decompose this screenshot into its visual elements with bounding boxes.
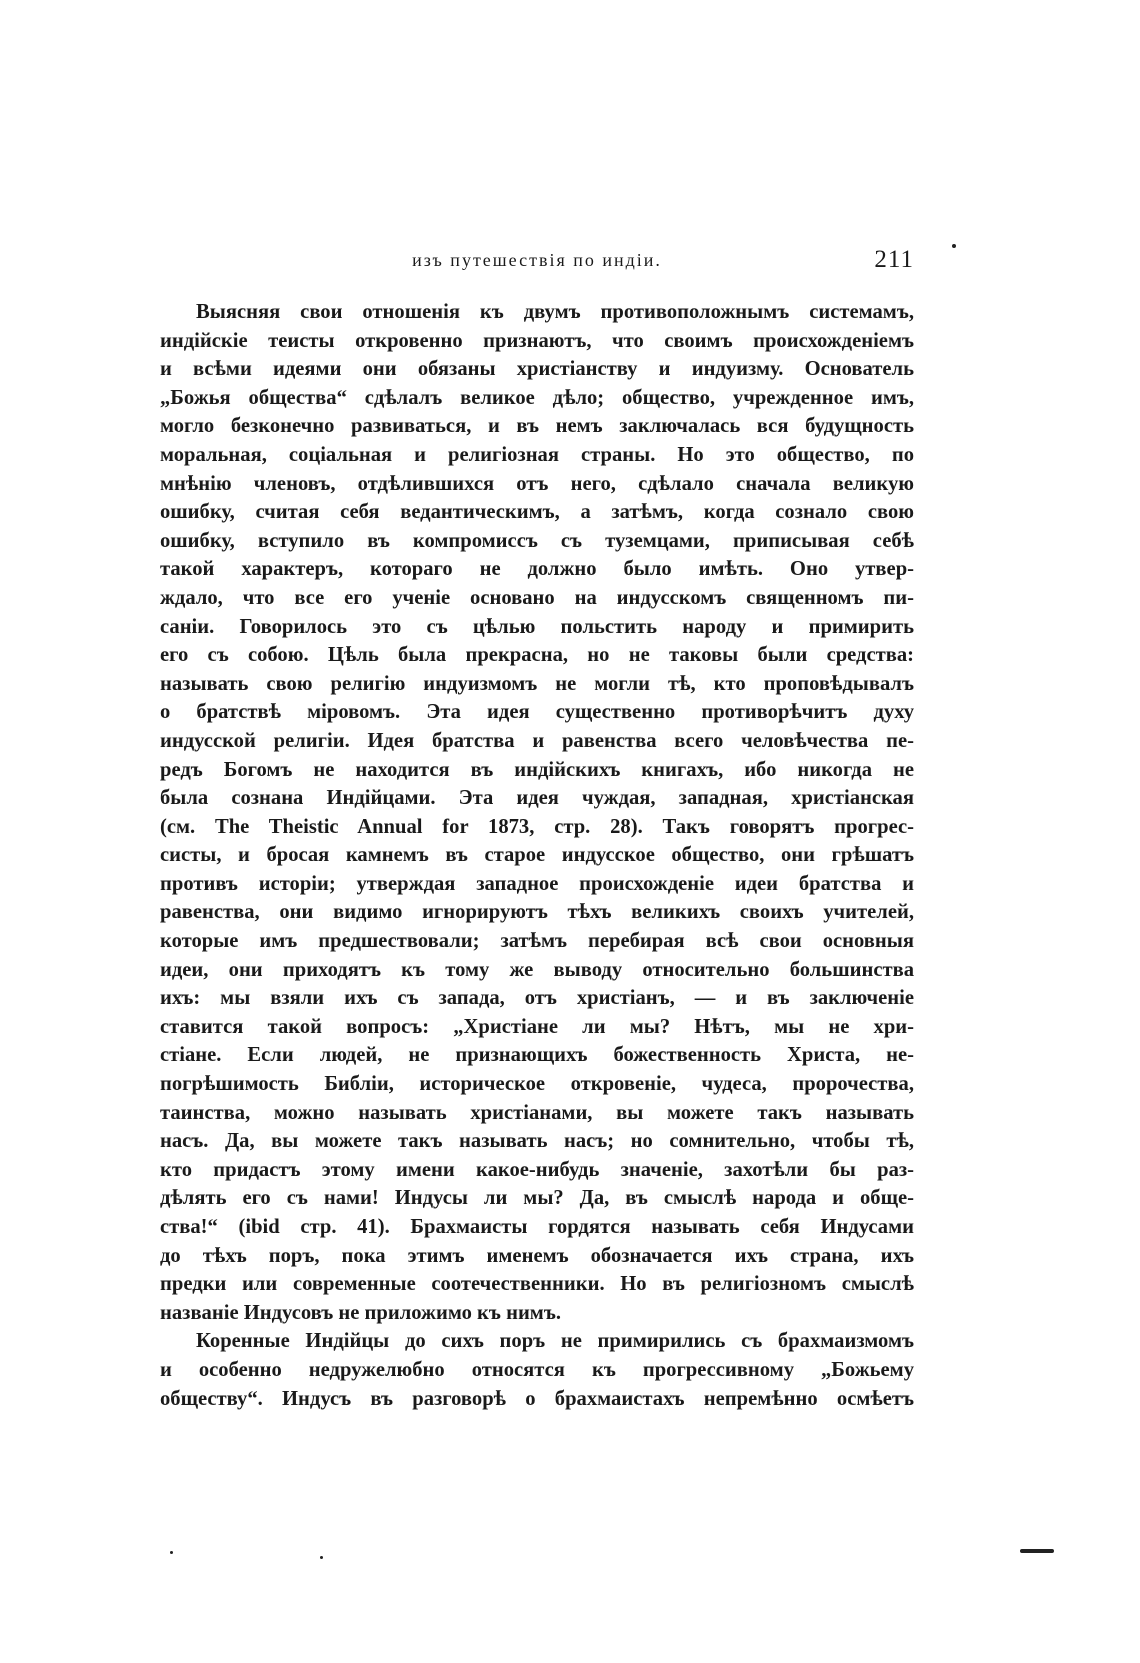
body-text <box>160 298 914 1413</box>
text-line: до тѣхъ поръ, пока этимъ именемъ обозначается ихъ страна, ихъ <box>160 1244 914 1267</box>
text-line: была сознана Индійцами. Эта идея чуждая, западная, христіанская <box>160 787 914 810</box>
text-line: таинства, можно называть христіанами, вы можете такъ называть <box>160 1101 914 1124</box>
text-line: (см. The Theistic Annual for 1873, стр. 28). Такъ говорятъ прогрес- <box>160 815 914 838</box>
text-line: ошибку, вступило въ компромиссъ съ туземцами, приписывая себѣ <box>160 529 914 552</box>
page-number: 211 <box>874 246 914 273</box>
paragraph-2 <box>160 1327 914 1413</box>
text-line: систы, и бросая камнемъ въ старое индусское общество, они грѣшатъ <box>160 844 914 867</box>
print-speck-mark <box>952 244 956 248</box>
text-line: Коренные Индійцы до сихъ поръ не примирились съ брахмаизмомъ <box>196 1330 914 1353</box>
text-line: моральная, соціальная и религіозная страны. Но это общество, по <box>160 443 914 466</box>
text-line: о братствѣ міровомъ. Эта идея существенно противорѣчитъ духу <box>160 701 914 724</box>
text-line: идеи, они приходятъ къ тому же выводу относительно большинства <box>160 958 914 981</box>
text-line: мнѣнію членовъ, отдѣлившихся отъ него, сдѣлало сначала великую <box>160 472 914 495</box>
text-line: называть свою религію индуизмомъ не могли тѣ, кто проповѣдывалъ <box>160 672 914 695</box>
text-line: индусской религіи. Идея братства и равенства всего человѣчества пе- <box>160 729 914 752</box>
text-line: равенства, они видимо игнорируютъ тѣхъ великихъ своихъ учителей, <box>160 901 914 924</box>
text-line: и всѣми идеями они обязаны христіанству и индуизму. Основатель <box>160 358 914 381</box>
text-line: ихъ: мы взяли ихъ съ запада, отъ христіанъ, — и въ заключеніе <box>160 987 914 1010</box>
text-line: дѣлять его съ нами! Индусы ли мы? Да, въ смыслѣ народа и обще- <box>160 1187 914 1210</box>
text-line: ства!“ (ibid стр. 41). Брахмаисты гордятся называть себя Индусами <box>160 1216 914 1238</box>
text-line: его съ собою. Цѣль была прекрасна, но не таковы были средства: <box>160 644 914 667</box>
text-line: редъ Богомъ не находится въ индійскихъ книгахъ, ибо никогда не <box>160 758 914 781</box>
print-speck-mark <box>320 1556 323 1559</box>
text-line: могло безконечно развиваться, и въ немъ заключалась вся будущность <box>160 415 914 438</box>
text-line: индійскіе теисты откровенно признаютъ, что своимъ происхожденіемъ <box>160 329 914 352</box>
text-line: „Божья общества“ сдѣлалъ великое дѣло; общество, учрежденное имъ, <box>160 386 914 409</box>
text-line: насъ. Да, вы можете такъ называть насъ; но сомнительно, чтобы тѣ, <box>160 1130 914 1153</box>
text-line: обществу“. Индусъ въ разговорѣ о брахмаистахъ непремѣнно осмѣетъ <box>160 1387 914 1410</box>
text-line: саніи. Говорилось это съ цѣлью польстить народу и примирить <box>160 615 914 638</box>
text-line: которые имъ предшествовали; затѣмъ перебирая всѣ свои основныя <box>160 930 914 953</box>
text-line: ждало, что все его ученіе основано на индусскомъ священномъ пи- <box>160 586 914 609</box>
paragraph-1 <box>160 298 914 1327</box>
text-line: предки или современные соотечественники. Но въ религіозномъ смыслѣ <box>160 1273 914 1296</box>
text-line: Выясняя свои отношенія къ двумъ противоположнымъ системамъ, <box>196 301 914 323</box>
print-speck-mark <box>170 1551 173 1554</box>
text-line: ошибку, считая себя ведантическимъ, а затѣмъ, когда сознало свою <box>160 501 914 524</box>
text-line: кто придастъ этому имени какое-нибудь значеніе, захотѣли бы раз- <box>160 1158 914 1181</box>
text-line: и особенно недружелюбно относятся къ прогрессивному „Божьему <box>160 1358 914 1381</box>
text-line: такой характеръ, котораго не должно было имѣть. Оно утвер- <box>160 558 914 581</box>
text-line: погрѣшимость Библіи, историческое откровеніе, чудеса, пророчества, <box>160 1073 914 1096</box>
print-dash-mark <box>1020 1549 1054 1553</box>
text-line: противъ исторіи; утверждая западное происхожденіе идеи братства и <box>160 872 914 895</box>
running-title: изъ путешествія по индіи. <box>412 250 662 270</box>
text-line: названіе Индусовъ не приложимо къ нимъ. <box>160 1301 561 1324</box>
text-line: стіане. Если людей, не признающихъ божественность Христа, не- <box>160 1044 914 1067</box>
running-header <box>160 248 914 284</box>
text-line: ставится такой вопросъ: „Христіане ли мы? Нѣтъ, мы не хри- <box>160 1015 914 1038</box>
